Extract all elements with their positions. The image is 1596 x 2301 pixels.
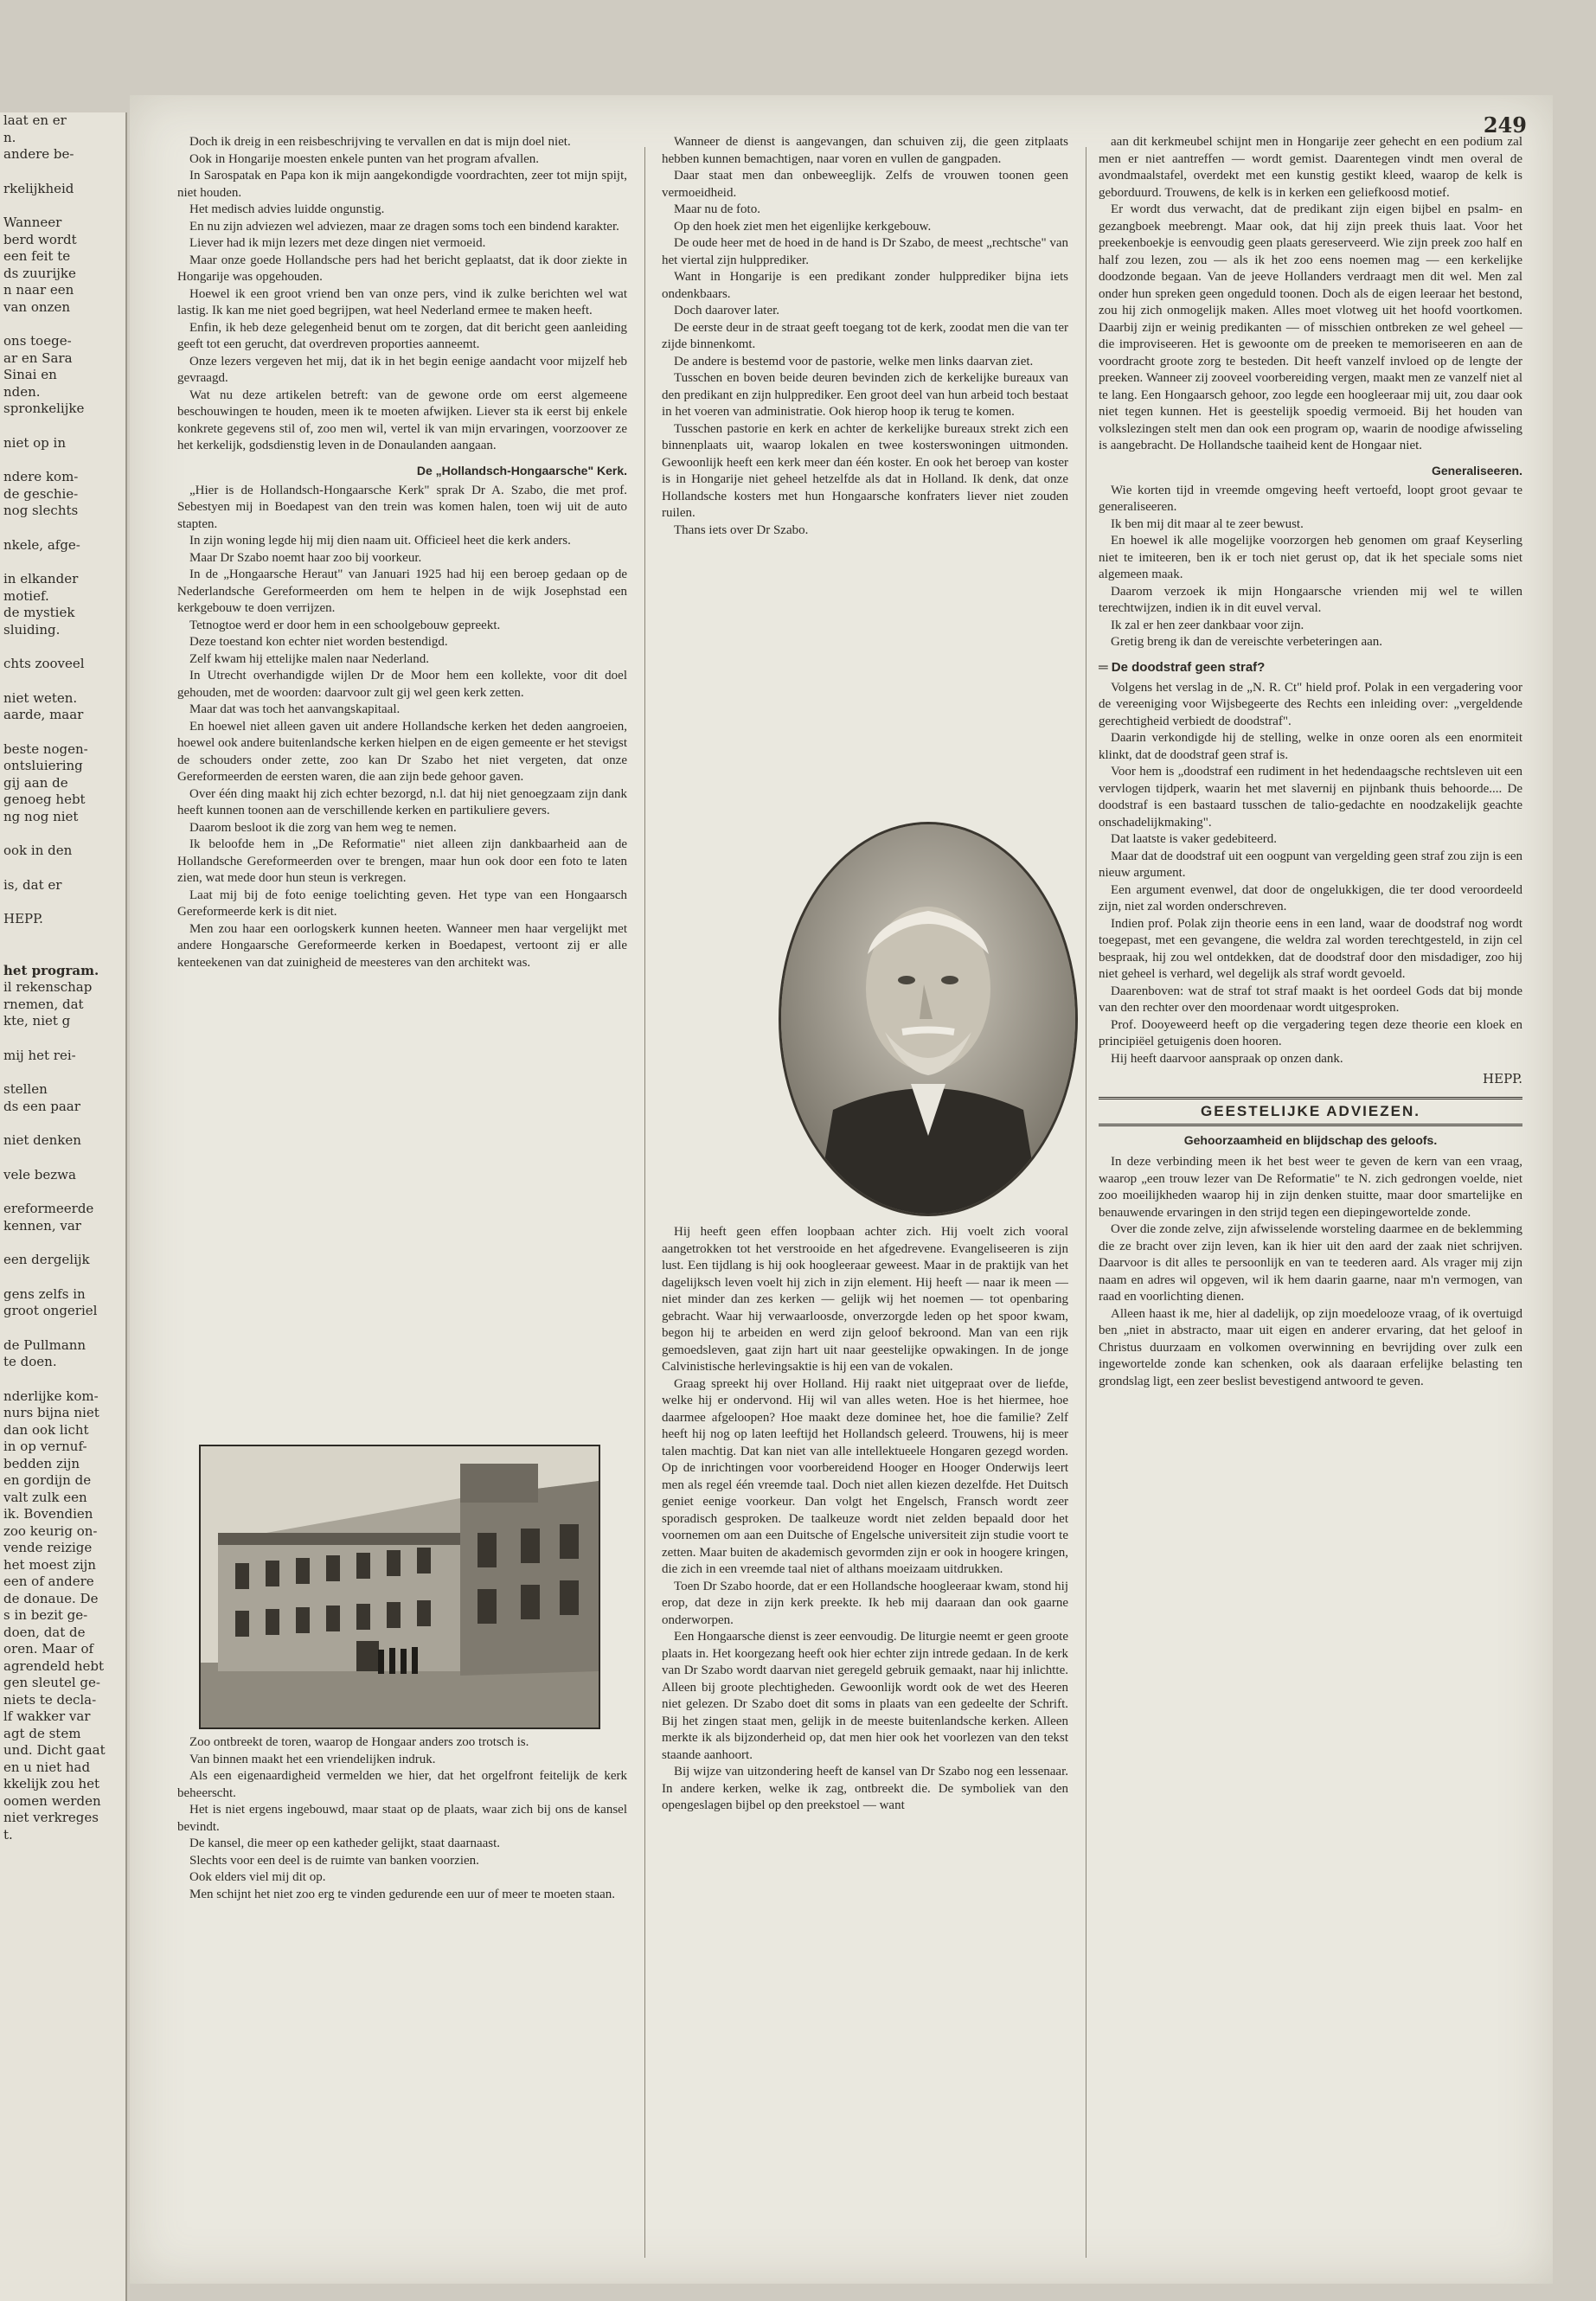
paragraph: Gretig breng ik dan de vereischte verbeteringen aan. [1111, 635, 1383, 649]
paragraph: Maar dat was toch het aanvangskapitaal. [189, 702, 401, 716]
margin-fragment: te doen. [3, 1354, 57, 1369]
paragraph: Toen Dr Szabo hoorde, dat er een Hollandsche hoogleeraar kwam, stond hij erop, dat deze in zijn kerk preekte. Ik heb mij daaraan dan ook gaarne onderworpen. [662, 1579, 1068, 1627]
margin-fragment [0, 1269, 125, 1286]
margin-fragment [0, 673, 125, 690]
margin-fragment: een dergelijk [3, 1252, 90, 1267]
margin-fragment [0, 197, 125, 215]
church-building-image [201, 1446, 599, 1727]
margin-fragment: motief. [3, 587, 49, 604]
margin-fragment: kte, niet g [3, 1013, 71, 1029]
paragraph: Daar staat men dan onbeweeglijk. Zelfs de vrouwen toonen geen vermoeidheid. [662, 169, 1068, 200]
paragraph: Er wordt dus verwacht, dat de predikant zijn eigen bijbel en psalm- en gezangboek meebrengt. Maar ook, dat hij zijn preek thuis laat. Voor het preekenboekje is eenvoudig geen plaats gereserveerd. Wie zijn preek zoo half en half zou lezen, zou — als ik het zoo eens noemen mag — een kerkelijke doodzonde begaan. Van de jeeve Hollanders verdraagt men dit wel. Men zal onder hun spreken geen ongeduld toonen. Doch als de eigen leeraar het bestond, zou hij zich onmogelijk maken. Alles moet vlotweg uit het hoofd voortkomen. Daarbij zijn er weinig predikanten — of misschien ontbreken ze wel geheel — die improviseeren. Het is gewoonte om de preeken te memoriseeren en aan de voordracht groote zorg te besteden. Dit heeft vanzelf invloed op de lengte der preeken. Wanneer zij zooveel voorbereiding vergen, maakt men ze vanzelf niet al te lang. Een Hongaarsch gehoor, zoo legde een hoogleeraar mij uit, zou daar ook niet tegen kunnen. Het is geestelijk spoedig vermoeid. Bij het houden van volkslezingen stelt men dan ook een program op, waarin de noodige afwisseling is aangebracht. De Hollandsche taaiheid kent de Hongaar niet. [1099, 202, 1522, 452]
paragraph: Enfin, ik heb deze gelegenheid benut om te zorgen, dat dit bericht geen aanleiding geeft tot een gerucht, dat overdreven proporties aanneemt. [177, 320, 627, 351]
margin-fragment [0, 1030, 125, 1048]
margin-fragment [0, 520, 125, 537]
margin-fragment: t. [3, 1826, 13, 1843]
margin-fragment: in op vernuf- [3, 1439, 87, 1454]
margin-fragment: ontsluiering [3, 758, 83, 773]
paragraph: Dat laatste is vaker gedebiteerd. [1111, 832, 1277, 846]
paragraph: Maar nu de foto. [674, 202, 760, 216]
margin-fragment: ons toege- [3, 333, 72, 349]
margin-fragment: kkelijk zou het [3, 1776, 100, 1791]
margin-fragment: agt de stem [3, 1725, 81, 1741]
margin-fragment [0, 724, 125, 741]
margin-fragment: zoo keurig on- [3, 1522, 98, 1539]
paragraph: Een argument evenwel, dat door de ongelukkigen, die ter dood veroordeeld zijn, niet zal worden onderschreven. [1099, 882, 1522, 913]
paragraph: De eerste deur in de straat geeft toegang tot de kerk, zoodat men die van ter zijde binnenkomt. [662, 320, 1068, 351]
paragraph: Liever had ik mijn lezers met deze dingen niet vermoeid. [189, 236, 486, 250]
margin-fragment: rkelijkheid [3, 180, 74, 196]
margin-fragment: agrendeld hebt [3, 1657, 105, 1674]
newspaper-page [130, 95, 1553, 2284]
paragraph: Doch ik dreig in een reisbeschrijving te vervallen en dat is mijn doel niet. [189, 135, 571, 149]
margin-fragment: vende reizige [3, 1540, 93, 1555]
margin-fragment: de geschie- [3, 485, 79, 502]
margin-fragment: und. Dicht gaat [3, 1742, 106, 1758]
subheading-gehoorzaamheid: Gehoorzaamheid en blijdschap des geloofs. [1183, 1133, 1438, 1147]
margin-fragment: beste nogen- [3, 740, 88, 757]
column-1 [177, 134, 627, 971]
paragraph: Daarin verkondigde hij de stelling, welke in onze ooren als een enormiteit klinkt, dat de doodstraf geen straf is. [1099, 731, 1522, 762]
margin-fragment: ar en Sara [3, 349, 73, 366]
margin-fragment: ds een paar [3, 1098, 80, 1114]
paragraph: In de „Hongaarsche Heraut" van Januari 1925 had hij een beroep gedaan op de Nederlandsche Gereformeerden om hem te helpen in de wijk Josephstad een kerkgebouw te doen verrijzen. [177, 567, 627, 615]
paragraph: Op den hoek ziet men het eigenlijke kerkgebouw. [674, 219, 932, 234]
paragraph: Maar onze goede Hollandsche pers had het bericht geplaatst, dat ik door ziekte in Hongarije was opgehouden. [177, 253, 627, 284]
margin-fragment: stellen [3, 1081, 48, 1097]
paragraph: Daarenboven: wat de straf tot straf maakt is het oordeel Gods dat bij monde van den rechter over den moordenaar wordt uitgesproken. [1099, 984, 1522, 1015]
margin-fragment [0, 825, 125, 843]
margin-fragment: de mystiek [3, 605, 75, 620]
margin-fragment: ik. Bovendien [3, 1506, 93, 1522]
margin-fragment [0, 1183, 125, 1201]
paragraph: Een Hongaarsche dienst is zeer eenvoudig. De liturgie neemt er geen groote plaats in. Het koorgezang heeft ook hier echter zijn intrede gedaan. In de kerk van Dr Szabo wordt daarvan niet geregeld gebruik gemaakt, naar hij inlichtte. Alleen bij groote plechtigheden. Gewoonlijk wordt ook de wet des Heeren niet gelezen. Dr Szabo doet dit soms in plaats van een gedeelte der Schrift. Bij het zingen staat men, gelijk in de meeste buitenlandsche kerken. Alleen merkte ik als bijzonderheid op, dat men hier ook het voorlezen van den tekst staande aanhoort. [662, 1630, 1068, 1762]
margin-fragment: gen sleutel ge- [3, 1675, 100, 1690]
margin-fragment: genoeg hebt [3, 792, 86, 807]
paragraph: In Sarospatak en Papa kon ik mijn aangekondigde voordrachten, zeer tot mijn spijt, niet houden. [177, 169, 627, 200]
margin-fragment: ds zuurijke [3, 265, 76, 281]
margin-fragment: n naar een [3, 282, 74, 298]
paragraph: Over één ding maakt hij zich echter bezorgd, n.l. dat hij niet genoegzaam zijn dank heeft kunnen toonen aan de verschillende kerken en partikuliere gevers. [177, 786, 627, 817]
col1-text-c [177, 1734, 627, 1903]
paragraph: Het medisch advies luidde ongunstig. [189, 202, 385, 216]
margin-fragment: dan ook licht [3, 1421, 89, 1438]
margin-fragment: gij aan de [3, 774, 68, 791]
margin-fragment: n. [3, 129, 16, 145]
paragraph: En hoewel ik alle mogelijke voorzorgen heb genomen om graaf Keyserling niet te imiteeren, ben ik er toch niet gerust op, dat ik het speciale soms niet algemeen maak. [1099, 534, 1522, 581]
margin-fragment: nurs bijna niet [3, 1405, 99, 1420]
margin-fragment: spronkelijke [3, 401, 85, 416]
paragraph: „Hier is de Hollandsch-Hongaarsche Kerk" sprak Dr A. Szabo, die met prof. Sebestyen mij in Boedapest van den trein was komen halen, toen wij uit de auto stapten. [177, 483, 627, 531]
paragraph: Men zou haar een oorlogskerk kunnen heeten. Wanneer men haar vergelijkt met andere Hongaarsche Gereformeerde kerken in Boedapest, vertoont zij er alle kenteekenen van dat zuinigheid de meesteres van den architekt was. [177, 921, 627, 970]
margin-fragment [0, 1371, 125, 1388]
margin-fragment: rnemen, dat [3, 996, 84, 1012]
margin-fragment: Sinai en [3, 367, 57, 382]
paragraph: Ik beloofde hem in „De Reformatie" niet alleen zijn dankbaarheid aan de Hollandsche Gereformeerden over te brengen, maar hun ook door een foto te laten zien, wat mede door hun steun is verkregen. [177, 837, 627, 885]
margin-fragment: kennen, var [3, 1217, 81, 1234]
portrait-dr-szabo [779, 822, 1078, 1216]
margin-fragment: oomen werden [3, 1792, 101, 1809]
margin-fragment: de donaue. De [3, 1590, 99, 1606]
paragraph: Daarom verzoek ik mijn Hongaarsche vrienden mij wel te willen terechtwijzen, indien ik in dit euvel verval. [1099, 584, 1522, 615]
margin-fragment: van onzen [3, 298, 70, 315]
margin-fragment [0, 316, 125, 333]
margin-fragment: het program. [3, 962, 99, 978]
margin-fragment: niets te decla- [3, 1691, 97, 1708]
signature-hepp: HEPP. [1483, 1071, 1522, 1086]
portrait-image [781, 824, 1075, 1214]
col1-text-b [177, 483, 627, 972]
col3-text-d [1099, 1154, 1522, 1390]
col2-text-a [662, 134, 1068, 539]
col3-text-b [1099, 483, 1522, 651]
margin-fragment: doen, dat de [3, 1624, 86, 1640]
paragraph: Hoewel ik een groot vriend ben van onze pers, vind ik zulke berichten wel wat lastig. Ik kan me niet goed begrijpen, wat heel Nederland ermee te maken heeft. [177, 286, 627, 317]
paragraph: Over die zonde zelve, zijn afwisselende worsteling daarmee en de beklemming die ze bracht over zijn leven, kan ik hier uit den aard der zaak niet schrijven. Daarvoor is dit alles te persoonlijk en van te teederen aard. Als vrager mij zijn naam en adres wil opgeven, wil ik hem daarin gaarne, naar m'n vermogen, van raad en voorlichting dienen. [1099, 1222, 1522, 1304]
paragraph: In zijn woning legde hij mij dien naam uit. Officieel heet die kerk anders. [189, 534, 571, 548]
margin-fragment: niet verkreges [3, 1810, 99, 1825]
column-2 [662, 134, 1068, 539]
paragraph: Daarom besloot ik die zorg van hem weg te nemen. [189, 820, 457, 835]
margin-fragment: nog slechts [3, 503, 79, 518]
margin-fragment: valt zulk een [3, 1489, 87, 1505]
paragraph: aan dit kerkmeubel schijnt men in Hongarije zeer gehecht en een podium zal men er niet aantreffen — wordt gemist. Daarentegen vindt men overal de avondmaalstafel, overdekt met een kunstig gestikt kleed, waarop de kelk is geborduurd. Trouwens, de kelk is in kerken een geliefkoosd motief. [1099, 135, 1522, 200]
column-1-lower [177, 1734, 627, 1903]
margin-fragment [0, 945, 125, 963]
margin-fragment [0, 554, 125, 571]
margin-fragment [0, 418, 125, 435]
paragraph: Graag spreekt hij over Holland. Hij raakt niet uitgepraat over de liefde, welke hij er ondervond. Hij wil van alles weten. Hoe is het hiermee, hoe daarmee afgeloopen? Hoe maakt deze dominee het, hoe die familie? Zelf heeft hij nog op laten leeftijd het Hollandsch geleerd. Trouwens, hij is meer talen machtig. Dat kan niet van alle intellektueele Hongaren gezegd worden. Op de inrichtingen voor voorbereidend Hooger en Hooger Onderwijs leert men als regel één vreemde taal. Doch niet allen kiezen dezelfde. Het Duitsch geniet eenige voorkeur. Dan volgt het Engelsch, Fransch wordt zeer sporadisch gesproken. De taalkeuze wordt niet zelden bepaald door het voornemen om aan een Duitsche of Engelsche universiteit zijn studie voort te zetten. Maar buiten de akademisch gevormden zijn er ook in hoogere kringen, die zich in een vreemde taal niet of althans moeizaam uitdrukken. [662, 1376, 1068, 1576]
margin-fragment: ndere kom- [3, 469, 79, 484]
paragraph: Deze toestand kon echter niet worden bestendigd. [189, 635, 448, 649]
paragraph: Voor hem is „doodstraf een rudiment in het hedendaagsche rechtsleven uit een vervlogen tijdperk, waarin het met slavernij en pijnbank thuis behoorde.... De doodstraf is een bastaard tusschen de talio-gedachte en noodzakelijk geachte onschadelijkmaking". [1099, 765, 1522, 830]
paragraph: Maar Dr Szabo noemt haar zoo bij voorkeur. [189, 550, 422, 565]
margin-fragment: laat en er [3, 112, 67, 128]
margin-fragment [0, 1320, 125, 1337]
paragraph: Indien prof. Polak zijn theorie eens in een land, waar de doodstraf nog wordt toegepast, met een gevangene, die weldra zal worden terechtgesteld, in zijn cel bespraak, hij zou wel ontdekken, dat de doodstraf door den misdadiger, zoo hij niet geheel is verhard, wel degelijk als straf wordt gevoeld. [1099, 916, 1522, 981]
page-number: 249 [1483, 112, 1527, 138]
paragraph: Want in Hongarije is een predikant zonder hulpprediker bijna iets ondenkbaars. [662, 270, 1068, 301]
margin-fragment [0, 638, 125, 656]
paragraph: Zelf kwam hij ettelijke malen naar Nederland. [189, 651, 429, 666]
margin-fragment: sluiding. [3, 621, 61, 638]
paragraph: De kansel, die meer op een katheder gelijkt, staat daarnaast. [189, 1836, 501, 1850]
col3-text-a [1099, 134, 1522, 455]
margin-fragment: het moest zijn [3, 1556, 96, 1573]
margin-fragment: aarde, maar [3, 707, 84, 722]
margin-fragment [0, 1115, 125, 1132]
margin-fragment: niet op in [3, 434, 66, 451]
margin-fragment: HEPP. [3, 911, 43, 926]
paragraph: En nu zijn adviezen wel adviezen, maar ze dragen soms toch een bindend karakter. [189, 219, 619, 234]
paragraph: Wie korten tijd in vreemde omgeving heeft vertoefd, loopt groot gevaar te generaliseeren. [1099, 483, 1522, 514]
paragraph: Laat mij bij de foto eenige toelichting geven. Het type van een Hongaarsch Gereformeerde kerk is dit niet. [177, 888, 627, 919]
paragraph: Zoo ontbreekt de toren, waarop de Hongaar anders zoo trotsch is. [189, 1735, 529, 1749]
adjacent-page-margin [0, 112, 127, 2301]
paragraph: De oude heer met de hoed in de hand is Dr Szabo, de meest „rechtsche" van het viertal zijn hulpprediker. [662, 236, 1068, 267]
paragraph: Bij wijze van uitzondering heeft de kansel van Dr Szabo nog een lessenaar. In andere kerken, welke ik zag, ontbreekt die. De symboliek van den opengeslagen bijbel op den preekstoel — want [662, 1765, 1068, 1812]
margin-fragment: Wanneer [3, 215, 62, 230]
section-heading-doodstraf: ═ De doodstraf geen straf? [1099, 659, 1266, 675]
section-heading-hollandsch-hongaarsche-kerk: De „Hollandsch-Hongaarsche" Kerk. [416, 463, 627, 478]
paragraph: Het is niet ergens ingebouwd, maar staat op de plaats, waar zich bij ons de kansel bevindt. [177, 1803, 627, 1834]
margin-fragment: nkele, afge- [3, 536, 80, 553]
margin-fragment: is, dat er [3, 876, 62, 893]
margin-fragment: ook in den [3, 843, 73, 858]
column-3 [1099, 134, 1522, 1390]
paragraph: Ook elders viel mij dit op. [189, 1870, 326, 1884]
margin-fragment: s in bezit ge- [3, 1607, 88, 1623]
margin-fragment: een of andere [3, 1574, 94, 1589]
col2-text-b [662, 1224, 1068, 1815]
paragraph: Slechts voor een deel is de ruimte van banken voorzien. [189, 1853, 479, 1868]
margin-fragment: een feit te [3, 248, 71, 264]
margin-fragment: chts zooveel [3, 656, 85, 671]
margin-fragment: nden. [3, 383, 41, 400]
paragraph: Hij heeft daarvoor aanspraak op onzen dank. [1111, 1051, 1343, 1066]
margin-fragment [0, 894, 125, 911]
margin-fragment: vele bezwa [3, 1166, 76, 1183]
margin-fragment: il rekenschap [3, 979, 93, 995]
margin-fragment: andere be- [3, 146, 74, 162]
column-rule-1 [644, 147, 645, 2258]
paragraph: En hoewel niet alleen gaven uit andere Hollandsche kerken het deden aangroeien, hoewel ook andere buitenlandsche kerken hielpen en de eigen gemeente er het stevigst de schouders onder zette, zoo kan Dr Szabo het niet vergeten, dat onze Gereformeerden de eersten waren, die aan zijn bede gehoor gaven. [177, 719, 627, 784]
section-heading-generaliseeren: Generaliseeren. [1431, 463, 1522, 478]
margin-fragment: lf wakker var [3, 1708, 91, 1724]
margin-fragment [0, 163, 125, 181]
margin-fragment [0, 860, 125, 877]
margin-fragment [0, 452, 125, 469]
paragraph: Ook in Hongarije moesten enkele punten van het program afvallen. [189, 151, 540, 166]
paragraph: Van binnen maakt het een vriendelijken indruk. [189, 1752, 436, 1766]
paragraph: Volgens het verslag in de „N. R. Ct" hield prof. Polak in een vergadering voor de vereeniging voor Wijsbegeerte des Rechts een inleiding over: „vergeldende gerechtigheid verbiedt de doodstraf". [1099, 680, 1522, 728]
paragraph: Hij heeft geen effen loopbaan achter zich. Hij voelt zich vooral aangetrokken tot het verstrooide en het afgedrevene. Evangeliseeren is zijn lust. Een tijdlang is hij ook hoogleeraar geweest. Maar in de praktijk van het dagelijksch leven voelt hij zich in zijn element. Hij heeft — naar ik meen — niet minder dan zes kerken — gelijk wij het noemen — tot openbaring gebracht. Waar hij verwaarloosde, onverzorgde leden op het spoor kwam, begon hij te arbeiden en werd zijn geloof bekroond. Man van een rijk gemoedsleven, gaat zijn hart uit naar geestelijke opwakingen. In de jonge Calvinistische herlevingsaktie is hij een van de vokalen. [662, 1225, 1068, 1374]
column-2-lower [662, 1224, 1068, 1815]
paragraph: Onze lezers vergeven het mij, dat ik in het begin eenige aandacht voor mijzelf heb gevraagd. [177, 354, 627, 385]
paragraph: Ik zal er hen zeer dankbaar voor zijn. [1111, 618, 1304, 632]
margin-fragment: gens zelfs in [3, 1285, 86, 1302]
paragraph: Tusschen pastorie en kerk en achter de kerkelijke bureaux strekt zich een binnenplaats uit, waarop lokalen en twee kosterswoningen uitmonden. Gewoonlijk heeft een kerk meer dan één koster. En ook het beroep van koster is in Hongarije niet geheel hetzelfde als dat in Holland. Ik denk, dat onze Hollandsche kosters met hun Hongaarsche konfraters liever niet zouden ruilen. [662, 421, 1068, 520]
margin-fragment: de Pullmann [3, 1336, 87, 1353]
paragraph: Wat nu deze artikelen betreft: van de gewone orde om eerst algemeene beschouwingen te houden, meen ik te moeten afwijken. Liever sta ik eerst bij enkele konkrete gegevens stil of, zoo men wil, vertel ik van mijn ervaringen, voorzoover ze het kerkelijk, godsdienstig leven in de Donaulanden aangaan. [177, 388, 627, 452]
section-heading-geestelijke-adviezen: GEESTELIJKE ADVIEZEN. [1099, 1097, 1522, 1126]
margin-fragment: oren. Maar of [3, 1641, 94, 1657]
paragraph: Als een eigenaardigheid vermelden we hier, dat het orgelfront feitelijk de kerk beheerscht. [177, 1769, 627, 1800]
paragraph: Thans iets over Dr Szabo. [674, 522, 809, 537]
margin-fragment: niet weten. [3, 689, 78, 706]
col3-text-c [1099, 680, 1522, 1068]
paragraph: In Utrecht overhandigde wijlen Dr de Moor hem een kollekte, voor dit doel gehouden, met de woorden: daarvoor zult gij wel geen kerk zetten. [177, 669, 627, 700]
paragraph: Tetnogtoe werd er door hem in een schoolgebouw gepreekt. [189, 618, 501, 632]
paragraph: Maar dat de doodstraf uit een oogpunt van vergelding geen straf zou zijn is een nieuw argument. [1099, 849, 1522, 880]
margin-fragment: nderlijke kom- [3, 1388, 99, 1404]
margin-fragment [0, 1150, 125, 1167]
paragraph: Wanneer de dienst is aangevangen, dan schuiven zij, die geen zitplaats hebben kunnen bemachtigen, naar voren en vullen de gangpaden. [662, 135, 1068, 166]
paragraph: Tusschen en boven beide deuren bevinden zich de kerkelijke bureaux van den predikant en zijn hulpprediker. Een groot deel van hun arbeid toch bestaat in het voeren van administratie. Ook hierop hoop ik terug te komen. [662, 371, 1068, 419]
paragraph: Men schijnt het niet zoo erg te vinden gedurende een uur of meer te moeten staan. [189, 1887, 616, 1901]
paragraph: Alleen haast ik me, hier al dadelijk, op zijn moedelooze vraag, of ik overtuigd ben „niet in abstracto, maar uit eigen en anderer ervaring, dat het geloof in Christus duurzaam en volkomen overwinning en bevrijding over zulk een ingewortelde zonde kan schenken, ook als daaraan erfelijke belasting ten grondslag ligt, een zeer beslist bevestigend antwoord te geven. [1099, 1306, 1522, 1388]
paragraph: Doch daarover later. [674, 304, 780, 317]
bullet-icon: ═ [1099, 659, 1112, 675]
margin-fragment: bedden zijn [3, 1455, 80, 1471]
margin-fragment: in elkander [3, 571, 79, 586]
paragraph: Ik ben mij dit maar al te zeer bewust. [1111, 516, 1304, 531]
margin-fragment: mij het rei- [3, 1047, 76, 1063]
margin-fragment: en gordijn de [3, 1472, 92, 1488]
margin-fragment [0, 1064, 125, 1081]
paragraph: De andere is bestemd voor de pastorie, welke men links daarvan ziet. [674, 354, 1034, 369]
margin-fragment: niet denken [3, 1132, 81, 1148]
margin-fragment: berd wordt [3, 231, 77, 247]
col1-text-a [177, 134, 627, 455]
margin-fragment: groot ongeriel [3, 1303, 98, 1318]
church-photo [199, 1445, 600, 1729]
margin-fragment: ng nog niet [3, 808, 79, 824]
paragraph: In deze verbinding meen ik het best weer te geven de kern van een vraag, waarop „een trouw lezer van De Reformatie" te N. zich gedrongen voelde, niet zoo moeilijkheden waarop hij in zijn denken stuitte, maar door smartelijke en benauwende ervaringen in den strijd tegen een diepingewortelde zonde. [1099, 1155, 1522, 1220]
margin-fragment [0, 928, 125, 945]
margin-fragment: en u niet had [3, 1759, 91, 1775]
margin-fragment [0, 1234, 125, 1252]
paragraph: Prof. Dooyeweerd heeft op die vergadering tegen deze theorie een kloek en principiëel getuigenis doen hooren. [1099, 1017, 1522, 1048]
margin-fragment: ereformeerde [3, 1201, 94, 1216]
